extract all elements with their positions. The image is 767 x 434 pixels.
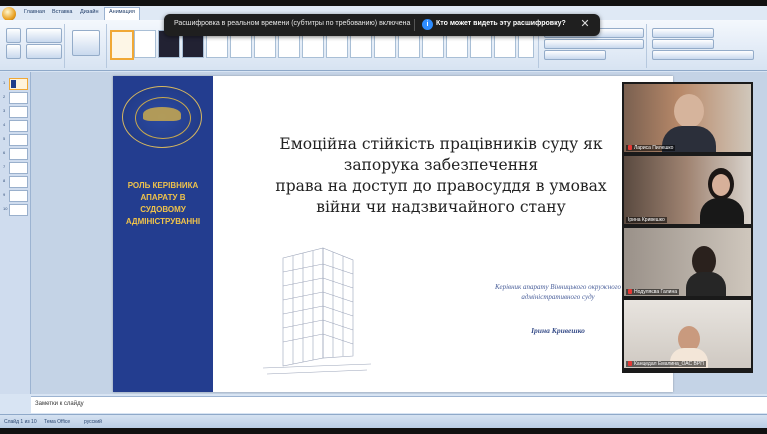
slide-thumbnail[interactable] (3, 148, 27, 159)
slide-number: 3 (3, 108, 6, 113)
slide-counter: Слайд 1 из 10 (4, 419, 37, 425)
mic-off-icon (628, 361, 632, 366)
slide-thumbnail[interactable] (3, 120, 27, 131)
thumb-preview (9, 134, 28, 146)
info-icon: i (422, 19, 433, 30)
thumb-preview (9, 92, 28, 104)
checkbox-auto[interactable] (652, 39, 714, 49)
notes-placeholder: Заметки к слайду (35, 401, 84, 407)
slide-number: 2 (3, 94, 6, 99)
ribbon-group-2 (66, 24, 107, 68)
slide-number: 5 (3, 136, 6, 141)
thumb-preview (9, 106, 28, 118)
tab-design[interactable]: Дизайн (80, 9, 99, 15)
ribbon-button[interactable] (544, 50, 606, 60)
slide-thumbnail[interactable] (3, 176, 27, 187)
thumb-preview (9, 78, 28, 90)
thumb-preview (9, 162, 28, 174)
transcript-notification (164, 14, 600, 36)
ribbon-button[interactable] (6, 44, 21, 59)
side-banner-text: РОЛЬ КЕРІВНИКА АПАРАТУ В СУДОВОМУ АДМІНІСТРУВАННІ (125, 181, 201, 226)
slide-thumbnail[interactable] (3, 78, 27, 89)
video-gallery (622, 82, 753, 373)
thumb-preview (9, 204, 28, 216)
participant-tile[interactable] (624, 156, 751, 224)
participant-tile[interactable] (624, 228, 751, 296)
checkbox-on-click[interactable] (652, 28, 714, 38)
participant-name: Канцедал Емалина_ОАС ВРП (626, 361, 706, 367)
slide-title (231, 134, 651, 218)
slide-thumbnail[interactable] (3, 92, 27, 103)
ribbon-group-1 (2, 24, 65, 68)
participant-name: Нодуляєва Галина (626, 289, 679, 295)
office-button[interactable] (2, 7, 16, 21)
slide-thumbnail[interactable] (3, 190, 27, 201)
screen (0, 6, 767, 428)
author-name: Ірина Кривешко (531, 326, 585, 335)
slide-thumbnail[interactable] (3, 106, 27, 117)
mic-off-icon (628, 145, 632, 150)
mic-off-icon (628, 289, 632, 294)
title-line: права на доступ до правосуддя в умовах (275, 177, 607, 195)
ribbon-dropdown[interactable] (26, 28, 62, 43)
ribbon-button[interactable] (6, 28, 21, 43)
tab-insert[interactable]: Вставка (52, 9, 73, 15)
notification-text: Расшифровка в реальном времени (субтитры по требованию) включена (174, 20, 411, 27)
slide-canvas[interactable] (113, 76, 673, 392)
status-bar (0, 414, 767, 428)
slide-side-banner (113, 76, 213, 392)
close-icon[interactable]: ✕ (580, 18, 590, 30)
participant-name: Лариса Пилешко (626, 145, 675, 151)
slide-number: 7 (3, 164, 6, 169)
ribbon-large-button[interactable] (72, 30, 100, 56)
ribbon-group-advance (648, 24, 764, 68)
author-role: Керівник апарату Вінницького окружного адміністративного суду (495, 283, 621, 301)
slides-panel (0, 72, 31, 394)
slide-thumbnail[interactable] (3, 204, 27, 215)
language-indicator[interactable]: русский (84, 419, 102, 425)
thumb-preview (9, 120, 28, 132)
tab-animation[interactable]: Анимация (104, 7, 140, 21)
participant-name: Ірина Кривешко (628, 217, 665, 223)
thumb-preview (9, 176, 28, 188)
slide-number: 8 (3, 178, 6, 183)
slide-number: 1 (3, 80, 6, 85)
slide-thumbnail[interactable] (3, 162, 27, 173)
court-emblem-icon (122, 86, 202, 148)
slide-number: 10 (3, 206, 8, 211)
title-line: війни чи надзвичайного стану (316, 198, 566, 216)
divider (414, 19, 415, 31)
slide-number: 9 (3, 192, 6, 197)
ribbon-input[interactable] (652, 50, 754, 60)
transition-option[interactable] (134, 30, 156, 58)
notes-pane[interactable] (31, 396, 767, 413)
transition-none[interactable] (110, 30, 134, 60)
ribbon-dropdown[interactable] (26, 44, 62, 59)
participant-tile[interactable] (624, 300, 751, 368)
title-line: Емоційна стійкість працівників суду як (279, 135, 603, 153)
theme-name: Тема Office (44, 419, 71, 425)
slide-number: 4 (3, 122, 6, 127)
thumb-preview (9, 148, 28, 160)
participant-tile[interactable] (624, 84, 751, 152)
thumb-preview (9, 190, 28, 202)
slide-number: 6 (3, 150, 6, 155)
tab-home[interactable]: Главная (24, 9, 45, 15)
slide-thumbnail[interactable] (3, 134, 27, 145)
title-line: запорука забезпечення (343, 156, 539, 174)
building-sketch-icon (253, 238, 377, 378)
who-can-see-link[interactable]: Кто может видеть эту расшифровку? (436, 20, 566, 27)
ribbon-dropdown[interactable] (544, 39, 644, 49)
